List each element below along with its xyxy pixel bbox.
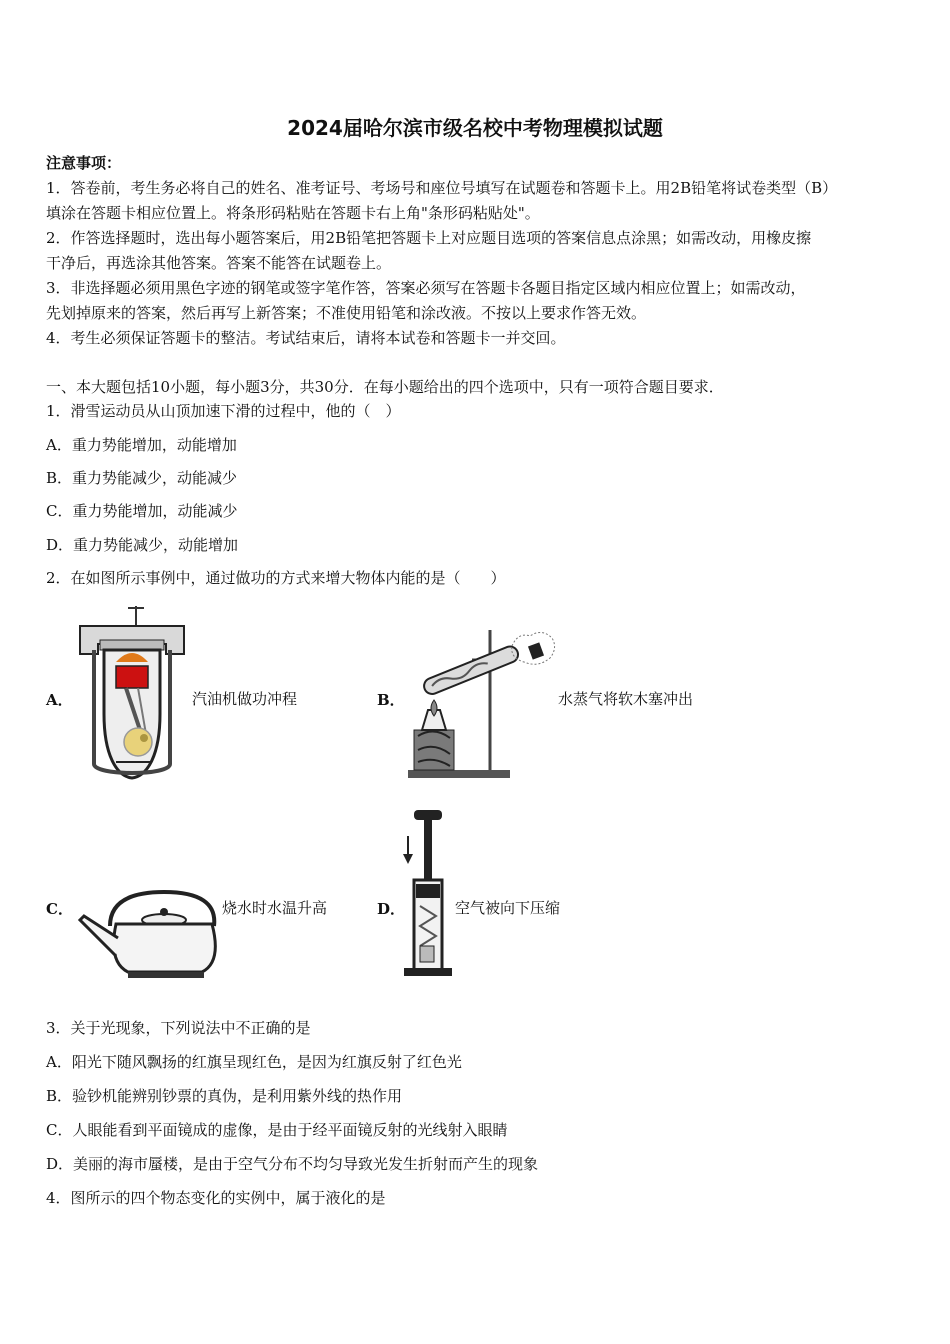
notice-line: 干净后，再选涂其他答案。答案不能答在试题卷上。: [46, 254, 392, 272]
burner-icon: [128, 972, 204, 978]
question-1-stem: 1．滑雪运动员从山顶加速下滑的过程中，他的（ ）: [46, 402, 401, 420]
engine-illustration: [76, 604, 188, 782]
down-arrow-icon: [403, 836, 413, 864]
question-2-stem: 2．在如图所示事例中，通过做功的方式来增大物体内能的是（ ）: [46, 569, 506, 587]
question-2-option-d-letter: D．: [377, 900, 406, 918]
question-1-option-c: C．重力势能增加，动能减少: [46, 502, 238, 520]
question-3-stem: 3．关于光现象，下列说法中不正确的是: [46, 1019, 311, 1037]
question-1-option-b: B．重力势能减少，动能减少: [46, 469, 238, 487]
notice-line: 先划掉原来的答案，然后再写上新答案；不准使用铅笔和涂改液。不按以上要求作答无效。: [46, 304, 647, 322]
question-3-option-d: D．美丽的海市蜃楼，是由于空气分布不均匀导致光发生折射而产生的现象: [46, 1155, 539, 1173]
question-2-option-a-caption: 汽油机做功冲程: [192, 690, 298, 708]
question-4-stem: 4．图所示的四个物态变化的实例中，属于液化的是: [46, 1189, 386, 1207]
question-2-option-b-caption: 水蒸气将软木塞冲出: [558, 690, 694, 708]
notice-line: 4．考生必须保证答题卡的整洁。考试结束后，请将本试卷和答题卡一并交回。: [46, 329, 566, 347]
question-2-option-c-caption: 烧水时水温升高: [222, 899, 328, 917]
notice-heading: 注意事项：: [46, 154, 122, 172]
notice-line: 2．作答选择题时，选出每小题答案后，用2B铅笔把答题卡上对应题目选项的答案信息点涂黑；如需改动，用橡皮擦: [46, 229, 812, 247]
section-heading: 一、本大题包括10小题，每小题3分，共30分．在每小题给出的四个选项中，只有一项符合题目要求．: [46, 378, 724, 396]
question-2-option-c-letter: C．: [46, 900, 73, 918]
notice-line: 3．非选择题必须用黑色字迹的钢笔或签字笔作答，答案必须写在答题卡各题目指定区域内相应位置上；如需改动，: [46, 279, 806, 297]
notice-line: 填涂在答题卡相应位置上。将条形码粘贴在答题卡右上角"条形码粘贴处"。: [46, 204, 540, 222]
compression-cylinder-illustration: [402, 806, 454, 980]
question-2-option-a-letter: A．: [46, 691, 73, 709]
question-2-option-b-letter: B．: [377, 691, 405, 709]
question-3-option-a: A．阳光下随风飘扬的红旗呈现红色，是因为红旗反射了红色光: [46, 1053, 462, 1071]
question-1-option-d: D．重力势能减少，动能增加: [46, 536, 239, 554]
notice-line: 1．答卷前，考生务必将自己的姓名、准考证号、考场号和座位号填写在试题卷和答题卡上。用2B铅笔将试卷类型（B）: [46, 179, 838, 197]
question-2-option-d-caption: 空气被向下压缩: [455, 899, 561, 917]
cork-icon: [528, 642, 544, 659]
page-title: 2024届哈尔滨市级名校中考物理模拟试题: [287, 116, 663, 140]
question-3-option-c: C．人眼能看到平面镜成的虚像，是由于经平面镜反射的光线射入眼睛: [46, 1121, 508, 1139]
question-1-option-a: A．重力势能增加，动能增加: [46, 436, 237, 454]
kettle-illustration: [76, 882, 222, 980]
question-3-option-b: B．验钞机能辨别钞票的真伪，是利用紫外线的热作用: [46, 1087, 403, 1105]
steam-tube-illustration: [406, 626, 558, 782]
